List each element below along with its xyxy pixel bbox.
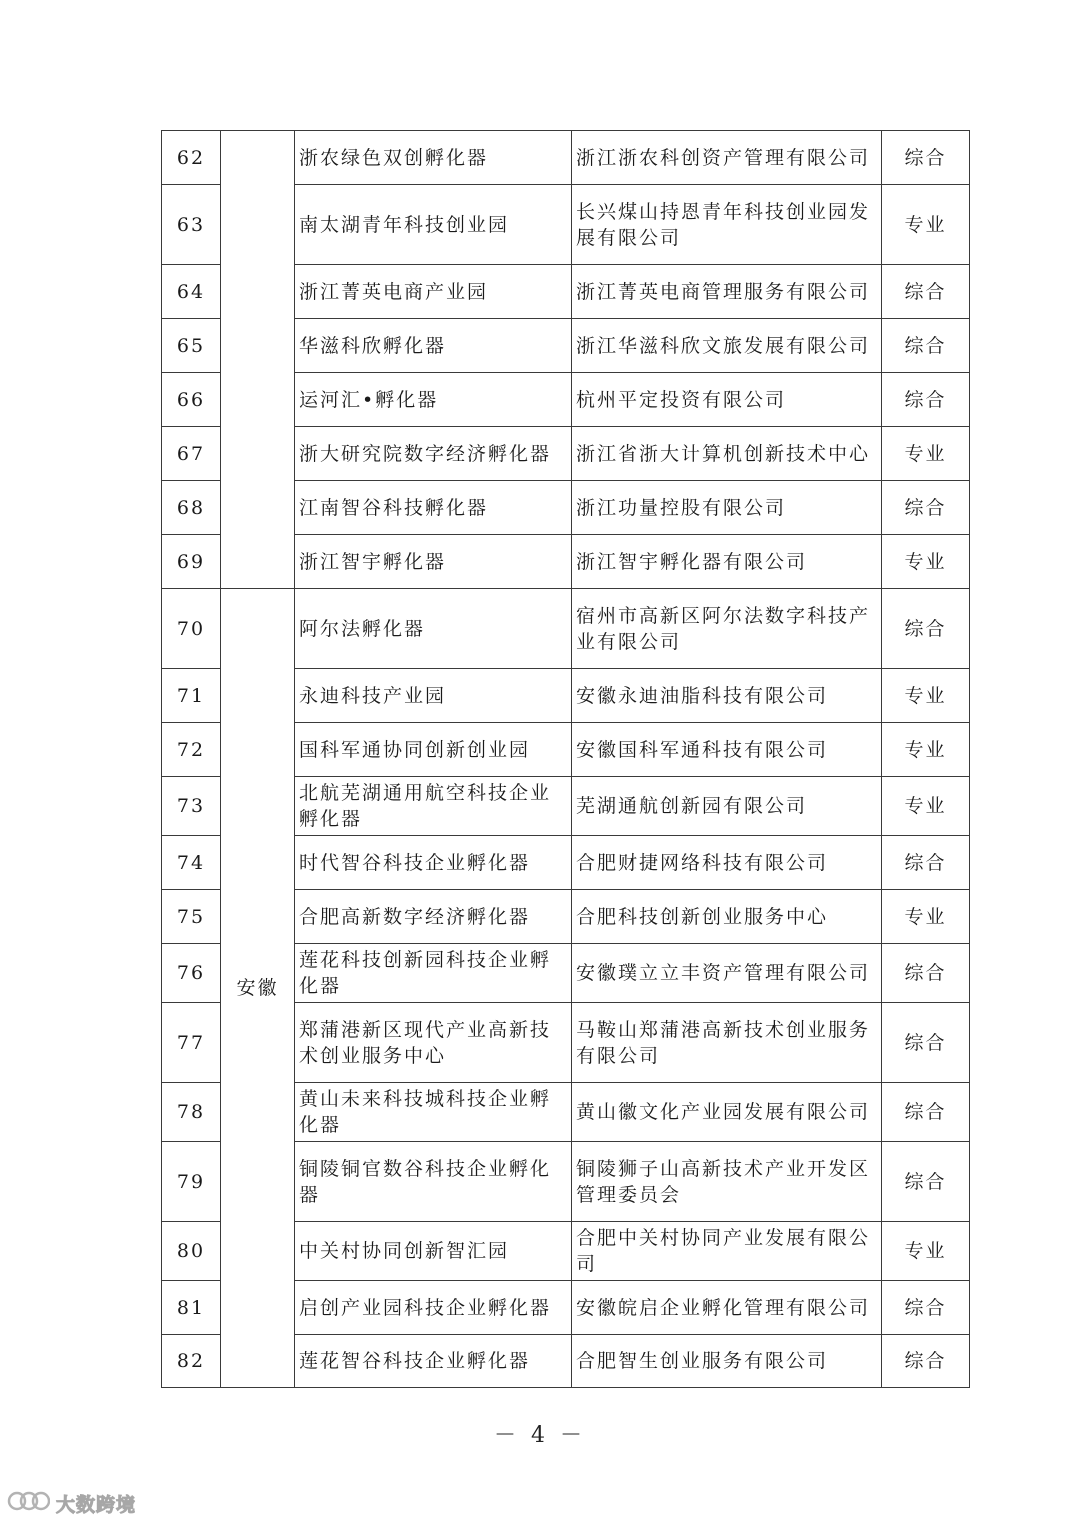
logo-icon (6, 1488, 50, 1518)
incubator-type: 综合 (882, 944, 970, 1003)
incubator-type: 专业 (882, 185, 970, 265)
row-number: 81 (162, 1281, 221, 1335)
row-number: 64 (162, 265, 221, 319)
province-cell: 安徽 (221, 589, 295, 1388)
row-number: 67 (162, 427, 221, 481)
incubator-type: 综合 (882, 319, 970, 373)
operator-name: 芜湖通航创新园有限公司 (572, 777, 882, 836)
operator-name: 安徽皖启企业孵化管理有限公司 (572, 1281, 882, 1335)
table-row (162, 131, 970, 185)
row-number: 82 (162, 1335, 221, 1388)
incubator-type: 综合 (882, 1281, 970, 1335)
incubator-name: 郑蒲港新区现代产业高新技术创业服务中心 (295, 1003, 572, 1083)
operator-name: 铜陵狮子山高新技术产业开发区管理委员会 (572, 1142, 882, 1222)
operator-name: 黄山徽文化产业园发展有限公司 (572, 1083, 882, 1142)
operator-name: 浙江华滋科欣文旅发展有限公司 (572, 319, 882, 373)
incubator-name: 南太湖青年科技创业园 (295, 185, 572, 265)
operator-name: 浙江智宇孵化器有限公司 (572, 535, 882, 589)
incubator-type: 专业 (882, 535, 970, 589)
row-number: 72 (162, 723, 221, 777)
row-number: 63 (162, 185, 221, 265)
incubator-name: 江南智谷科技孵化器 (295, 481, 572, 535)
incubator-type: 专业 (882, 669, 970, 723)
row-number: 80 (162, 1222, 221, 1281)
incubator-name: 阿尔法孵化器 (295, 589, 572, 669)
page-number: － 4 － (494, 1423, 586, 1448)
operator-name: 合肥财捷网络科技有限公司 (572, 836, 882, 890)
operator-name: 合肥中关村协同产业发展有限公司 (572, 1222, 882, 1281)
incubator-name: 浙江菁英电商产业园 (295, 265, 572, 319)
incubator-name: 国科军通协同创新创业园 (295, 723, 572, 777)
row-number: 69 (162, 535, 221, 589)
incubator-type: 专业 (882, 777, 970, 836)
incubator-name: 永迪科技产业园 (295, 669, 572, 723)
incubator-name: 铜陵铜官数谷科技企业孵化器 (295, 1142, 572, 1222)
incubator-type: 综合 (882, 1142, 970, 1222)
incubator-name: 浙江智宇孵化器 (295, 535, 572, 589)
incubator-type: 专业 (882, 723, 970, 777)
operator-name: 安徽璞立立丰资产管理有限公司 (572, 944, 882, 1003)
incubator-name: 黄山未来科技城科技企业孵化器 (295, 1083, 572, 1142)
incubator-table (161, 130, 970, 1388)
row-number: 68 (162, 481, 221, 535)
incubator-name: 莲花科技创新园科技企业孵化器 (295, 944, 572, 1003)
row-number: 75 (162, 890, 221, 944)
incubator-type: 综合 (882, 1003, 970, 1083)
row-number: 76 (162, 944, 221, 1003)
operator-name: 浙江菁英电商管理服务有限公司 (572, 265, 882, 319)
row-number: 71 (162, 669, 221, 723)
operator-name: 安徽国科军通科技有限公司 (572, 723, 882, 777)
row-number: 78 (162, 1083, 221, 1142)
incubator-type: 专业 (882, 427, 970, 481)
incubator-name: 浙农绿色双创孵化器 (295, 131, 572, 185)
table-row (162, 589, 970, 669)
incubator-name: 中关村协同创新智汇园 (295, 1222, 572, 1281)
incubator-name: 运河汇•孵化器 (295, 373, 572, 427)
incubator-type: 综合 (882, 1083, 970, 1142)
row-number: 79 (162, 1142, 221, 1222)
row-number: 70 (162, 589, 221, 669)
operator-name: 长兴煤山持恩青年科技创业园发展有限公司 (572, 185, 882, 265)
operator-name: 安徽永迪油脂科技有限公司 (572, 669, 882, 723)
incubator-type: 专业 (882, 1222, 970, 1281)
row-number: 77 (162, 1003, 221, 1083)
operator-name: 浙江浙农科创资产管理有限公司 (572, 131, 882, 185)
operator-name: 浙江省浙大计算机创新技术中心 (572, 427, 882, 481)
incubator-type: 综合 (882, 481, 970, 535)
watermark (6, 1488, 136, 1518)
incubator-type: 专业 (882, 890, 970, 944)
incubator-name: 启创产业园科技企业孵化器 (295, 1281, 572, 1335)
incubator-type: 综合 (882, 265, 970, 319)
row-number: 65 (162, 319, 221, 373)
province-cell (221, 131, 295, 589)
row-number: 73 (162, 777, 221, 836)
operator-name: 马鞍山郑蒲港高新技术创业服务有限公司 (572, 1003, 882, 1083)
incubator-type: 综合 (882, 373, 970, 427)
operator-name: 合肥智生创业服务有限公司 (572, 1335, 882, 1388)
row-number: 62 (162, 131, 221, 185)
incubator-name: 莲花智谷科技企业孵化器 (295, 1335, 572, 1388)
operator-name: 杭州平定投资有限公司 (572, 373, 882, 427)
incubator-type: 综合 (882, 1335, 970, 1388)
incubator-name: 时代智谷科技企业孵化器 (295, 836, 572, 890)
incubator-name: 华滋科欣孵化器 (295, 319, 572, 373)
incubator-name: 北航芜湖通用航空科技企业孵化器 (295, 777, 572, 836)
operator-name: 浙江功量控股有限公司 (572, 481, 882, 535)
incubator-type: 综合 (882, 836, 970, 890)
operator-name: 宿州市高新区阿尔法数字科技产业有限公司 (572, 589, 882, 669)
row-number: 66 (162, 373, 221, 427)
incubator-name: 合肥高新数字经济孵化器 (295, 890, 572, 944)
operator-name: 合肥科技创新创业服务中心 (572, 890, 882, 944)
incubator-type: 综合 (882, 589, 970, 669)
incubator-type: 综合 (882, 131, 970, 185)
watermark-text: 大数跨境 (56, 1493, 137, 1516)
incubator-name: 浙大研究院数字经济孵化器 (295, 427, 572, 481)
table-body (162, 131, 970, 1388)
row-number: 74 (162, 836, 221, 890)
